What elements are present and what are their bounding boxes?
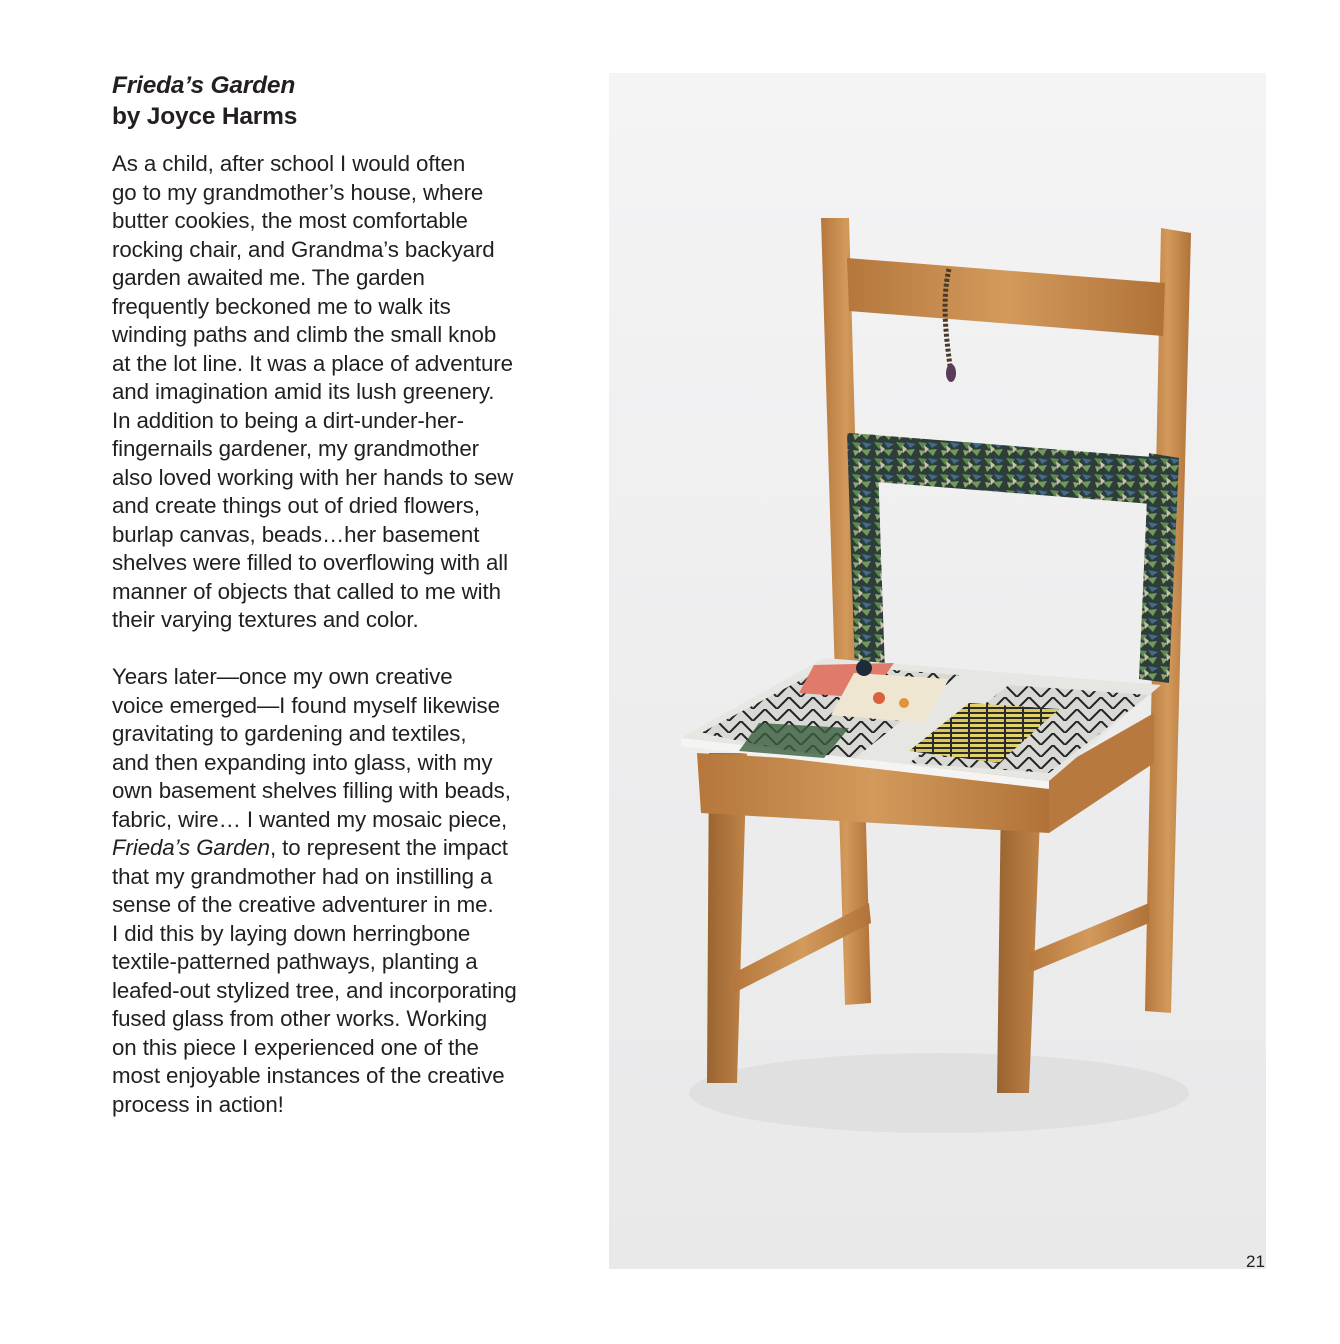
paragraph-line: process in action! bbox=[112, 1091, 284, 1117]
paragraph-line: that my grandmother had on instilling a bbox=[112, 863, 493, 889]
paragraph-line: on this piece I experienced one of the bbox=[112, 1034, 479, 1060]
paragraph-line: shelves were filled to overflowing with all bbox=[112, 550, 508, 575]
mosaic-chair-illustration bbox=[609, 73, 1266, 1269]
paragraph-line: most enjoyable instances of the creative bbox=[112, 1063, 505, 1088]
paragraph-fragment: , to represent the impact bbox=[269, 835, 508, 860]
paragraph-line: voice emerged—I found myself likewise bbox=[112, 692, 500, 718]
paragraph-line: winding paths and climb the small knob bbox=[112, 322, 497, 347]
paragraph-line: sense of the creative adventurer in me. bbox=[112, 892, 494, 917]
paragraph-line: their varying textures and color. bbox=[112, 607, 419, 632]
paragraph-line: and then expanding into glass, with my bbox=[112, 749, 493, 775]
paragraph-line: go to my grandmother’s house, where bbox=[112, 179, 484, 205]
paragraph-line: manner of objects that called to me with bbox=[112, 578, 501, 604]
paragraph-line: at the lot line. It was a place of adventure bbox=[112, 350, 513, 376]
front-right-leg bbox=[997, 793, 1041, 1093]
artwork-title-italic: Frieda’s Garden bbox=[112, 835, 270, 860]
paragraph-line: As a child, after school I would often bbox=[112, 151, 466, 176]
paragraph-line: I did this by laying down herringbone bbox=[112, 920, 471, 946]
paragraph-line bbox=[112, 834, 582, 863]
paragraph-line: also loved working with her hands to sew bbox=[112, 464, 514, 490]
article-title bbox=[112, 70, 582, 132]
paragraph-line: fabric, wire… I wanted my mosaic piece, bbox=[112, 806, 508, 832]
floor-shadow bbox=[689, 1053, 1189, 1133]
paragraph-line: rocking chair, and Grandma’s backyard bbox=[112, 236, 495, 262]
paragraph-line: burlap canvas, beads…her basement bbox=[112, 521, 480, 547]
paragraph-line: leafed-out stylized tree, and incorporating bbox=[112, 977, 517, 1003]
paragraph-line: and imagination amid its lush greenery. bbox=[112, 379, 495, 404]
paragraph-2 bbox=[112, 663, 582, 1119]
paragraph-line: frequently beckoned me to walk its bbox=[112, 293, 451, 319]
paragraph-line: and create things out of dried flowers, bbox=[112, 493, 480, 518]
paragraph-line: fingernails gardener, my grandmother bbox=[112, 436, 479, 461]
paragraph-line: own basement shelves filling with beads, bbox=[112, 778, 511, 803]
mosaic-rail bbox=[849, 433, 1165, 505]
paragraph-line: textile-patterned pathways, planting a bbox=[112, 949, 478, 974]
back-stretcher bbox=[1029, 903, 1149, 973]
article-text bbox=[112, 70, 582, 1119]
byline: by Joyce Harms bbox=[112, 103, 298, 130]
paragraph-line: garden awaited me. The garden bbox=[112, 265, 425, 290]
paragraph-line: butter cookies, the most comfortable bbox=[112, 208, 468, 233]
paragraph-1 bbox=[112, 150, 582, 635]
paragraph-line: Years later—once my own creative bbox=[112, 664, 453, 689]
top-rail bbox=[847, 258, 1165, 336]
paragraph-line: fused glass from other works. Working bbox=[112, 1006, 488, 1031]
title-italic: Frieda’s Garden bbox=[112, 72, 296, 99]
page-number: 21 bbox=[1246, 1252, 1265, 1271]
chair-photo bbox=[609, 73, 1266, 1269]
paragraph-line: In addition to being a dirt-under-her- bbox=[112, 407, 464, 433]
paragraph-line: gravitating to gardening and textiles, bbox=[112, 721, 467, 746]
